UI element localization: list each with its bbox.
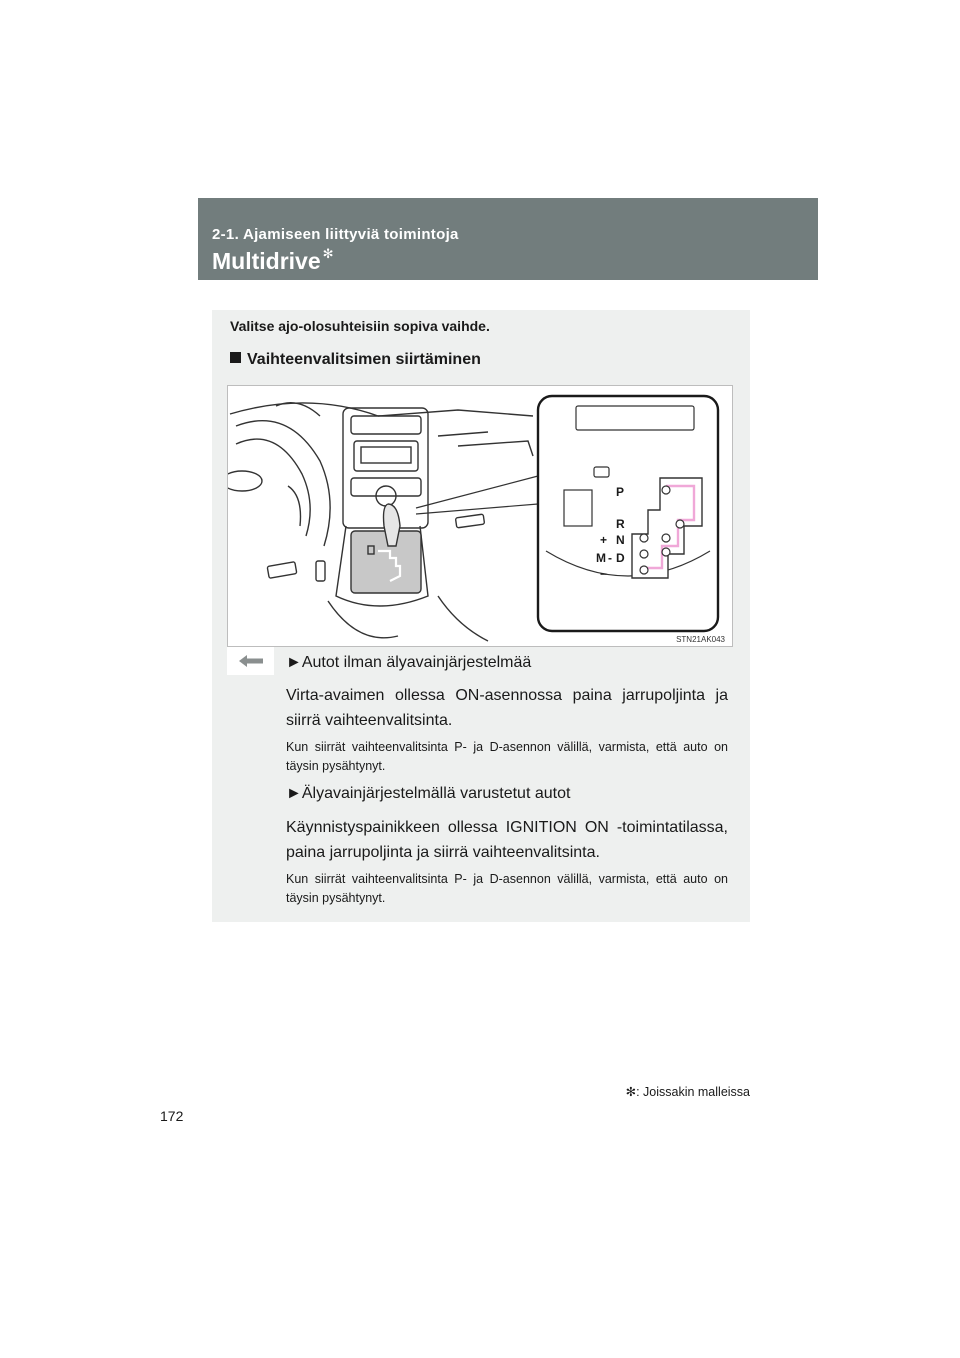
back-arrow-tab — [227, 647, 274, 675]
mode-label-minus: − — [600, 567, 608, 581]
square-bullet-icon — [230, 352, 241, 363]
mode-label-plus: + — [600, 533, 608, 547]
block-2-body: Käynnistyspainikkeen ollessa IGNITION ON -toimintatilassa, paina jarrupoljinta ja siirrä vaihteenvalitsinta. — [286, 819, 728, 861]
block-2-note: Kun siirrät vaihteenvalitsinta P- ja D-asennon välillä, varmista, että auto on täysin pysähtynyt. — [286, 872, 728, 905]
page-title — [212, 248, 334, 275]
mode-label-m: M — [596, 551, 606, 565]
block-2-heading: ►Älyavainjärjestelmällä varustetut autot — [286, 785, 571, 802]
shift-lever-illustration — [227, 385, 733, 647]
figure-code: STN21AK043 — [676, 635, 725, 644]
page-title-text: Multidrive — [212, 248, 321, 274]
subheading — [230, 351, 481, 369]
block-1-heading: ►Autot ilman älyavainjärjestelmää — [286, 654, 532, 671]
mode-label-dash: - — [608, 551, 612, 565]
block-1-body: Virta-avaimen ollessa ON-asennossa paina jarrupoljinta ja siirrä vaihteenvalitsinta. — [286, 687, 728, 729]
block-1-note: Kun siirrät vaihteenvalitsinta P- ja D-asennon välillä, varmista, että auto on täysin pysähtynyt. — [286, 740, 728, 773]
subheading-text: Vaihteenvalitsimen siirtäminen — [247, 351, 481, 368]
gear-label-n: N — [616, 533, 625, 547]
model-note-mark: ✻ — [322, 246, 334, 261]
gear-label-d: D — [616, 551, 625, 565]
illustration-svg — [228, 386, 732, 646]
callout-line-top — [416, 476, 538, 508]
left-arrow-icon — [227, 647, 274, 675]
page-number: 172 — [160, 1108, 184, 1124]
gear-label-r: R — [616, 517, 625, 531]
intro-text: Valitse ajo-olosuhteisiin sopiva vaihde. — [230, 318, 490, 334]
section-label: 2-1. Ajamiseen liittyviä toimintoja — [212, 226, 459, 243]
dashboard-lines — [228, 403, 533, 641]
callout-line-bottom — [416, 504, 538, 514]
footnote: ✻: Joissakin malleissa — [625, 1085, 750, 1099]
gear-label-p: P — [616, 485, 625, 499]
chapter-header — [198, 198, 818, 280]
